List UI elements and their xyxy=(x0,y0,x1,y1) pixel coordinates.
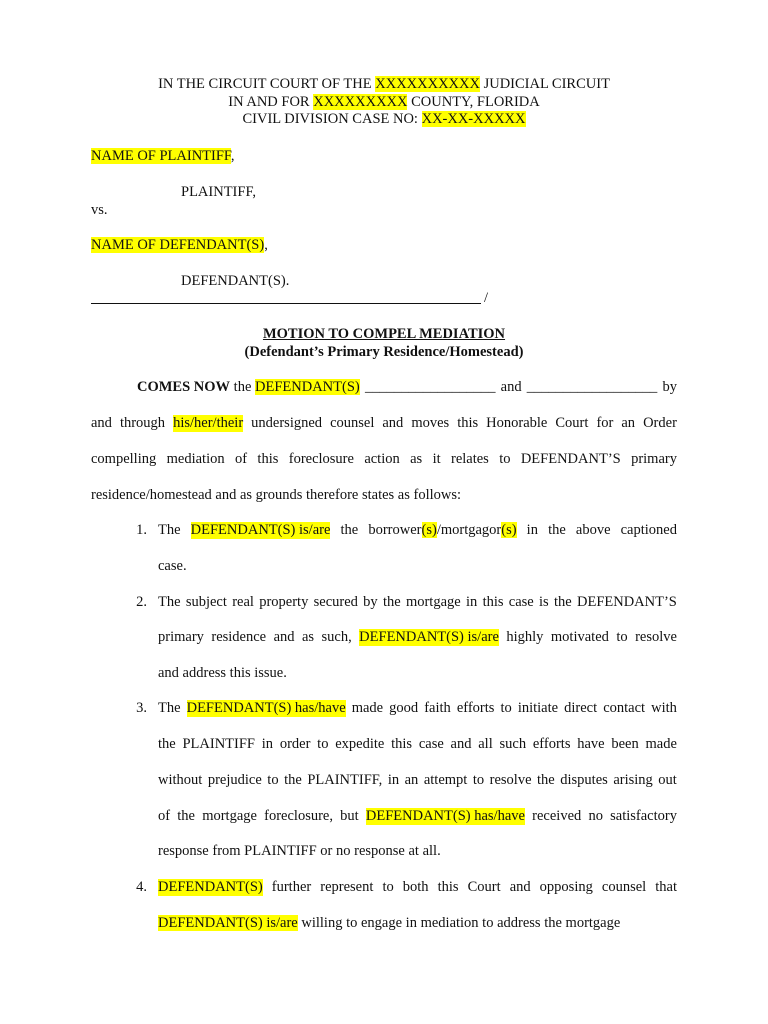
item-4-line-2: DEFENDANT(S) is/are willing to engage in mediation to address the mortgage xyxy=(158,915,621,931)
item-number-4: 4. xyxy=(136,879,147,895)
intro-line-1: COMES NOW the DEFENDANT(S) __________________ and __________________ by xyxy=(137,379,677,395)
item-number-2: 2. xyxy=(136,594,147,610)
circuit-placeholder: XXXXXXXXXX xyxy=(375,76,480,92)
item-3-line-5: response from PLAINTIFF or no response at all. xyxy=(158,843,441,859)
item-2-line-2: primary residence and as such, DEFENDANT(S) is/are highly motivated to resolve xyxy=(158,629,677,645)
defendant-name: NAME OF DEFENDANT(S) xyxy=(91,237,265,253)
intro-line-4: residence/homestead and as grounds therefore states as follows: xyxy=(91,487,462,503)
item-number-1: 1. xyxy=(136,522,147,538)
item-3-line-3: without prejudice to the PLAINTIFF, in an attempt to resolve the disputes arising out xyxy=(158,772,677,788)
plaintiff-name: NAME OF PLAINTIFF xyxy=(91,148,231,164)
intro-blank-1: __________________ xyxy=(364,379,496,395)
intro-line-2: and through his/her/their undersigned counsel and moves this Honorable Court for an Order xyxy=(91,415,677,431)
caption-divider xyxy=(91,303,481,304)
item-1-line-1: The DEFENDANT(S) is/are the borrower(s)/mortgagor(s) in the above captioned xyxy=(158,522,677,538)
defendant-name-line: NAME OF DEFENDANT(S), xyxy=(91,237,268,253)
pronoun-placeholder: his/her/their xyxy=(173,415,244,431)
caption-slash: / xyxy=(484,290,489,306)
intro-line-3: compelling mediation of this foreclosure action as it relates to DEFENDANT’S primary xyxy=(91,451,677,467)
item-3-line-2: the PLAINTIFF in order to expedite this case and all such efforts have been made xyxy=(158,736,677,752)
item-1-line-2: case. xyxy=(158,558,187,574)
versus: vs. xyxy=(91,202,108,218)
item-3-line-4: of the mortgage foreclosure, but DEFENDANT(S) has/have received no satisfactory xyxy=(158,808,677,824)
plaintiff-name-line: NAME OF PLAINTIFF, xyxy=(91,148,235,164)
motion-title: MOTION TO COMPEL MEDIATION xyxy=(262,326,506,342)
court-caption-line-2: IN AND FOR XXXXXXXXX COUNTY, FLORIDA xyxy=(228,94,540,110)
court-caption-line-3: CIVIL DIVISION CASE NO: XX-XX-XXXXX xyxy=(242,111,526,127)
item-2-line-1: The subject real property secured by the mortgage in this case is the DEFENDANT’S xyxy=(158,594,677,610)
county-placeholder: XXXXXXXXX xyxy=(313,94,408,110)
defendant-label: DEFENDANT(S). xyxy=(181,273,290,289)
case-number-placeholder: XX-XX-XXXXX xyxy=(421,111,526,127)
item-4-line-1: DEFENDANT(S) further represent to both this Court and opposing counsel that xyxy=(158,879,677,895)
item-number-3: 3. xyxy=(136,700,147,716)
motion-subtitle: (Defendant’s Primary Residence/Homestead) xyxy=(244,344,524,360)
plaintiff-label: PLAINTIFF, xyxy=(181,184,256,200)
intro-defendants: DEFENDANT(S) xyxy=(255,379,360,395)
intro-blank-2: __________________ xyxy=(526,379,658,395)
court-caption-line-1: IN THE CIRCUIT COURT OF THE XXXXXXXXXX JUDICIAL CIRCUIT xyxy=(158,76,610,92)
comes-now: COMES NOW xyxy=(137,379,231,395)
item-2-line-3: and address this issue. xyxy=(158,665,287,681)
item-3-line-1: The DEFENDANT(S) has/have made good faith efforts to initiate direct contact with xyxy=(158,700,677,716)
